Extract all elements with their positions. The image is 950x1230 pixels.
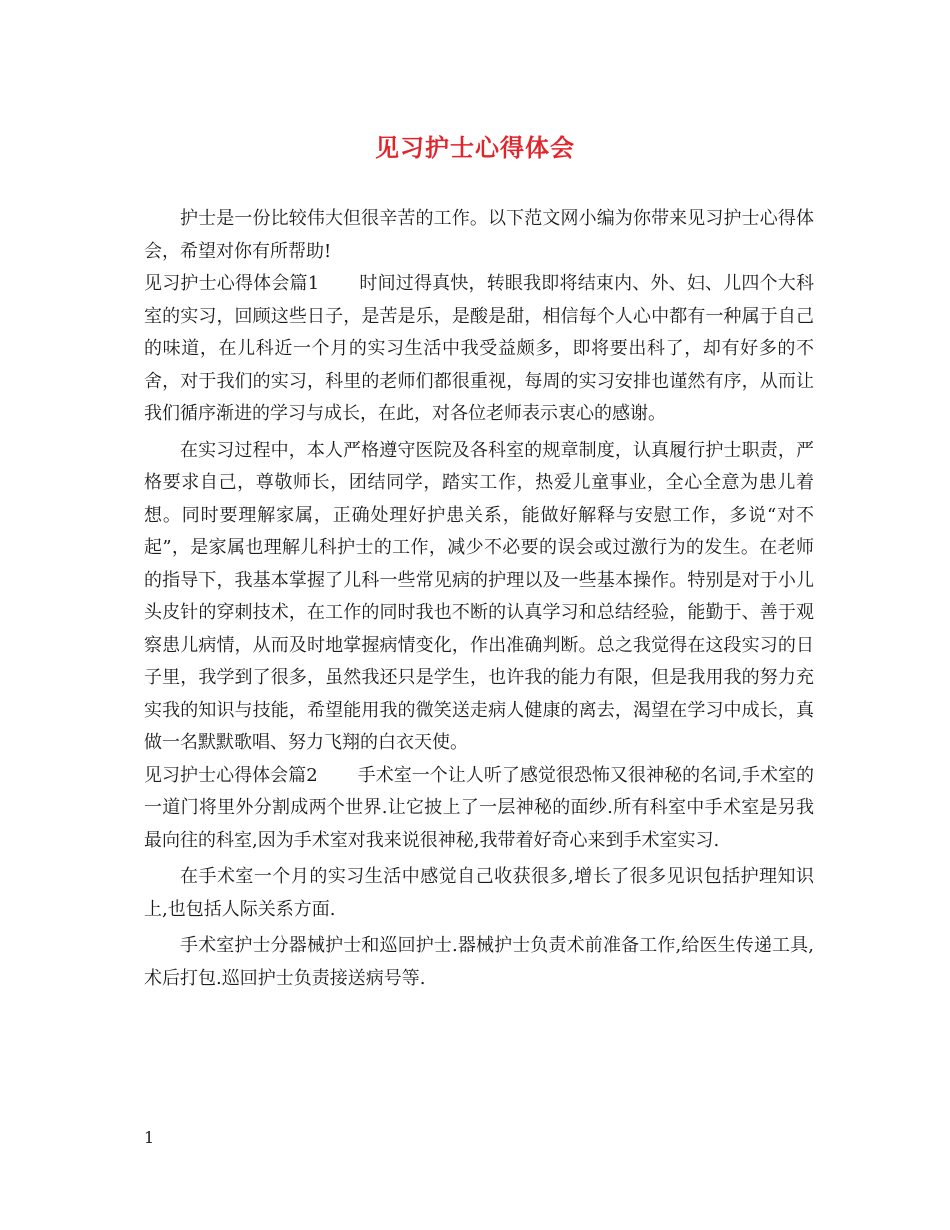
section2-paragraph-2: 在手术室一个月的实习生活中感觉自己收获很多,增长了很多见识包括护理知识上,也包括人际关系方面.	[144, 866, 814, 920]
page-number: 1	[144, 1128, 155, 1147]
intro-paragraph: 护士是一份比较伟大但很辛苦的工作。以下范文网小编为你带来见习护士心得体会，希望对你有所帮助!	[144, 208, 814, 262]
section1-heading: 见习护士心得体会篇1	[144, 273, 320, 294]
section1-paragraph-1-text: 时间过得真快，转眼我即将结束内、外、妇、儿四个大科室的实习，回顾这些日子，是苦是乐，是酸是甜，相信每个人心中都有一种属于自己的味道，在儿科近一个月的实习生活中我受益颇多，即将要出科了，却有好多的不舍，对于我们的实习，科里的老师们都很重视，每周的实习安排也谨然有序，从而让我们循序渐进的学习与成长，在此，对各位老师表示衷心的感谢。	[144, 273, 814, 424]
section1-paragraph-2: 在实习过程中，本人严格遵守医院及各科室的规章制度，认真履行护士职责，严格要求自己，尊敬师长，团结同学，踏实工作，热爱儿童事业，全心全意为患儿着想。同时要理解家属，正确处理好护患关系，能做好解释与安慰工作，多说“对不起”，是家属也理解儿科护士的工作，减少不必要的误会或过激行为的发生。在老师的指导下，我基本掌握了儿科一些常见病的护理以及一些基本操作。特别是对于小儿头皮针的穿刺技术，在工作的同时我也不断的认真学习和总结经验，能勤于、善于观察患儿病情，从而及时地掌握病情变化，作出准确判断。总之我觉得在这段实习的日子里，我学到了很多，虽然我还只是学生，也许我的能力有限，但是我用我的努力充实我的知识与技能，希望能用我的微笑送走病人健康的离去，渴望在学习中成长，真做一名默默歌唱、努力飞翔的白衣天使。	[144, 439, 814, 753]
section2-paragraph-3: 手术室护士分器械护士和巡回护士.器械护士负责术前准备工作,给医生传递工具,术后打包.巡回护士负责接送病号等.	[144, 935, 814, 989]
section2-first-paragraph	[144, 760, 814, 858]
section2-paragraph-1-text: 手术室一个让人听了感觉很恐怖又很神秘的名词,手术室的一道门将里外分割成两个世界.让它披上了一层神秘的面纱.所有科室中手术室是另我最向往的科室,因为手术室对我来说很神秘,我带着好奇心来到手术室实习.	[144, 764, 814, 851]
section2-heading: 见习护士心得体会篇2	[144, 764, 318, 786]
document-body	[144, 203, 814, 995]
section1-first-paragraph	[144, 268, 814, 431]
document-title: 见习护士心得体会	[375, 133, 575, 162]
